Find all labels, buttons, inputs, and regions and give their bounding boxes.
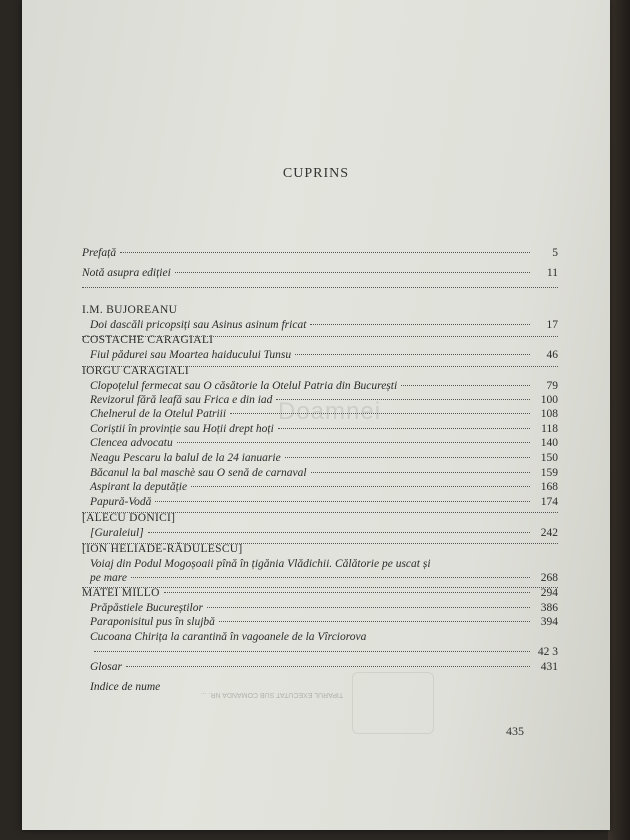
dot-leader [155,501,530,502]
toc-entry-page: 5 [552,247,558,259]
toc-entry-title: Voiaj din Podul Mogoșoaii pînă în țigănia Vlădichii. Călătorie pe uscat și [90,558,431,570]
toc-entry-page: 11 [546,267,558,279]
toc-entry-page: 118 [541,423,558,435]
dot-leader [148,532,530,533]
toc-entry-title: COSTACHE CARAGIALI [82,334,214,346]
toc-entry [82,246,558,260]
toc-entry-page: 394 [540,616,558,628]
toc-entry [82,303,558,317]
toc-entry-title: [ALECU DONICI] [82,512,176,524]
toc-entry-title: Notă asupra ediției [82,267,171,279]
dot-leader [164,592,530,593]
toc-entry-page: 150 [540,452,558,464]
toc-entry-page: 242 [540,527,558,539]
dot-leader [311,472,530,473]
toc-entry-page: 268 [540,572,558,584]
toc-entry [90,660,558,674]
toc-entry-page: 79 [546,380,558,392]
toc-entry [90,451,558,465]
section-rule [82,587,558,588]
dot-leader [219,621,530,622]
toc-entry-page: 386 [540,602,558,614]
toc-entry-title: Chelnerul de la Otelul Patriii [90,408,227,420]
dot-leader [177,442,530,443]
toc-entry-title: Coriștii în provinție sau Hoții drept hoți [90,423,274,435]
toc-entry-title: Băcanul la bal maschè sau O senă de carnaval [90,467,307,479]
book-page [22,0,610,830]
toc-entry-page: 168 [540,481,558,493]
toc-entry [82,266,558,280]
toc-entry-title: Indice de nume [90,681,161,693]
toc-entry [90,557,558,571]
toc-entry-page: 100 [540,394,558,406]
toc-entry-title: Fiul pădurei sau Moartea haiducului Tunsu [90,349,292,361]
printer-stamp-logo [352,672,434,734]
toc-entry-title: [Guraleiul] [90,527,144,539]
toc-entry [90,480,558,494]
toc-entry [82,511,558,525]
toc-entry [82,586,558,600]
toc-entry-page: 46 [546,349,558,361]
dot-leader [295,354,530,355]
toc-entry-title: Clencea advocatu [90,437,173,449]
toc-entry-page: 108 [540,408,558,420]
toc-entry [90,379,558,393]
page-title: CUPRINS [282,166,350,181]
toc-entry [90,526,558,540]
toc-entry-page: 294 [540,587,558,599]
toc-entry [90,601,558,615]
dot-leader [207,607,530,608]
page-number: 435 [506,724,524,738]
toc-entry-title: Prefață [82,247,117,259]
toc-entry-title: Neagu Pescaru la balul de la 24 ianuarie [90,452,281,464]
toc-entry-title: Revizorul fără leafă sau Frica e din iad [90,394,273,406]
toc-entry-title: Aspirant la deputăție [90,481,188,493]
toc-entry-title: Prăpăstiele Bucureștilor [90,602,203,614]
dot-leader [191,486,530,487]
toc-entry-title: pe mare [90,572,127,584]
toc-entry-title: MATEI MILLO [82,587,160,599]
toc-entry-title: Papură-Vodă [90,496,152,508]
toc-entry [90,630,558,644]
toc-content [22,0,610,830]
dot-leader [131,577,530,578]
toc-entry [90,318,558,332]
toc-entry [90,348,558,362]
toc-entry [90,645,558,659]
dot-leader [285,457,530,458]
watermark-text: Doamnei [278,398,382,425]
dot-leader [94,651,530,652]
section-rule [82,512,558,513]
toc-entry [90,436,558,450]
printer-colophon: TIPARUL EXECUTAT SUB COMANDA NR. ... [200,691,344,698]
book-spine [608,0,630,840]
dot-leader [175,272,530,273]
section-rule [82,287,558,288]
toc-entry-title: Doi dascăli pricopsiți sau Asinus asinum fricat [90,319,307,331]
toc-entry-title: [ION HELIADE-RĂDULESCU] [82,543,243,555]
toc-entry [90,615,558,629]
dot-leader [120,252,530,253]
toc-entry-page: 17 [546,319,558,331]
section-rule [82,543,558,544]
toc-entry-title: Glosar [90,661,122,673]
dot-leader [310,324,530,325]
toc-entry-title: Paraponisitul pus în slujbă [90,616,215,628]
toc-entry [82,542,558,556]
toc-entry-page: 174 [540,496,558,508]
toc-entry [90,495,558,509]
section-rule [82,336,558,337]
toc-entry-page: 159 [540,467,558,479]
toc-entry-title: IORGU CARAGIALI [82,365,190,377]
dot-leader [126,666,530,667]
toc-entry-page: 42 3 [537,646,558,658]
toc-entry-title: Cucoana Chirița la carantină în vagoanele de la Vîrciorova [90,631,367,643]
toc-entry-title: I.M. BUJOREANU [82,304,178,316]
toc-entry [90,571,558,585]
toc-entry-page: 431 [540,661,558,673]
section-rule [82,366,558,367]
toc-entry [90,466,558,480]
toc-entry-title: Clopoțelul fermecat sau O căsătorie la Otelul Patria din București [90,380,398,392]
dot-leader [401,385,530,386]
toc-entry-page: 140 [540,437,558,449]
